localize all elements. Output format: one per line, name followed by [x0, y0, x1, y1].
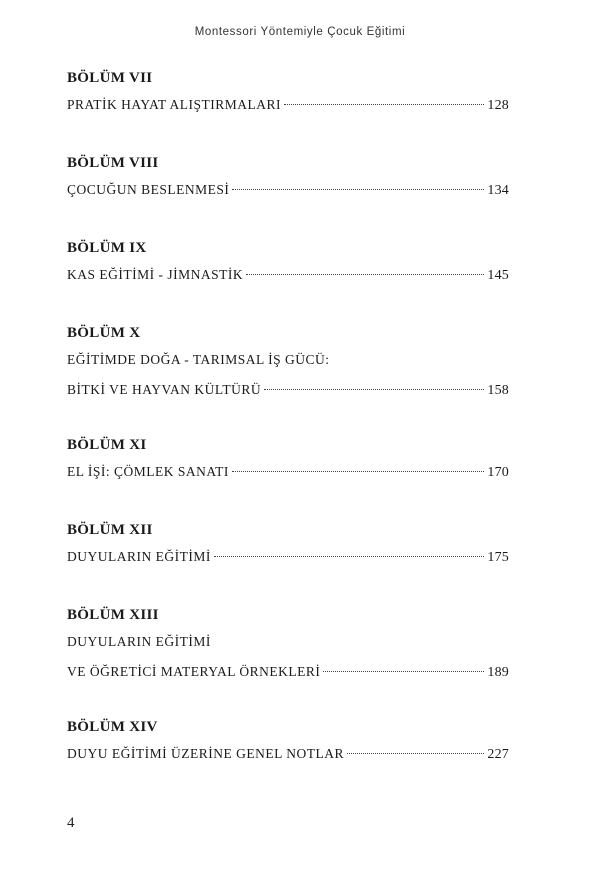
page-number: 128 — [487, 98, 509, 113]
toc-entry-chapter-10 — [67, 321, 509, 405]
chapter-title-line: DUYULARIN EĞİTİMİ — [67, 634, 211, 649]
toc-entry-chapter-9 — [67, 236, 509, 290]
toc-row — [67, 260, 509, 290]
toc-entry-chapter-11 — [67, 433, 509, 487]
chapter-title: ÇOCUĞUN BESLENMESİ — [67, 182, 230, 197]
toc-entry-chapter-13 — [67, 603, 509, 687]
chapter-title-line: EĞİTİMDE DOĞA - TARIMSAL İŞ GÜCÜ: — [67, 352, 330, 367]
dot-leader — [347, 753, 484, 754]
page-number: 189 — [487, 665, 509, 680]
chapter-number: BÖLÜM VIII — [67, 155, 159, 171]
dot-leader — [264, 389, 484, 390]
chapter-title: PRATİK HAYAT ALIŞTIRMALARI — [67, 97, 282, 112]
dot-leader — [246, 274, 484, 275]
dot-leader — [232, 471, 485, 472]
toc-row — [67, 739, 509, 769]
chapter-number: BÖLÜM XI — [67, 437, 147, 453]
page-number: 227 — [487, 747, 509, 762]
toc-row — [67, 457, 509, 487]
toc-row — [67, 657, 509, 687]
dot-leader — [214, 556, 485, 557]
chapter-number: BÖLÜM XIII — [67, 607, 159, 623]
chapter-title: KAS EĞİTİMİ - JİMNASTİK — [67, 267, 244, 282]
chapter-title: VE ÖĞRETİCİ MATERYAL ÖRNEKLERİ — [67, 664, 321, 679]
page-number: 175 — [487, 550, 509, 565]
chapter-title: DUYULARIN EĞİTİMİ — [67, 549, 211, 564]
chapter-number: BÖLÜM VII — [67, 70, 153, 86]
chapter-title: DUYU EĞİTİMİ ÜZERİNE GENEL NOTLAR — [67, 746, 344, 761]
chapter-title: BİTKİ VE HAYVAN KÜLTÜRÜ — [67, 382, 262, 397]
toc-entry-chapter-14 — [67, 715, 509, 769]
toc-row — [67, 375, 509, 405]
toc-entry-chapter-7 — [67, 66, 509, 120]
toc-row — [67, 90, 509, 120]
page-folio: 4 — [67, 815, 75, 831]
page-number: 170 — [487, 465, 509, 480]
chapter-number: BÖLÜM X — [67, 325, 141, 341]
toc-row — [67, 542, 509, 572]
running-head: Montessori Yöntemiyle Çocuk Eğitimi — [194, 26, 406, 38]
dot-leader — [323, 671, 484, 672]
toc-row — [67, 175, 509, 205]
page-number: 158 — [487, 383, 509, 398]
chapter-title: EL İŞİ: ÇÖMLEK SANATI — [67, 464, 229, 479]
chapter-number: BÖLÜM IX — [67, 240, 147, 256]
dot-leader — [284, 104, 484, 105]
page-number: 145 — [487, 268, 509, 283]
page-number: 134 — [487, 183, 509, 198]
table-of-contents — [67, 66, 509, 800]
chapter-number: BÖLÜM XIV — [67, 719, 158, 735]
toc-entry-chapter-12 — [67, 518, 509, 572]
toc-entry-chapter-8 — [67, 151, 509, 205]
dot-leader — [232, 189, 484, 190]
chapter-number: BÖLÜM XII — [67, 522, 153, 538]
